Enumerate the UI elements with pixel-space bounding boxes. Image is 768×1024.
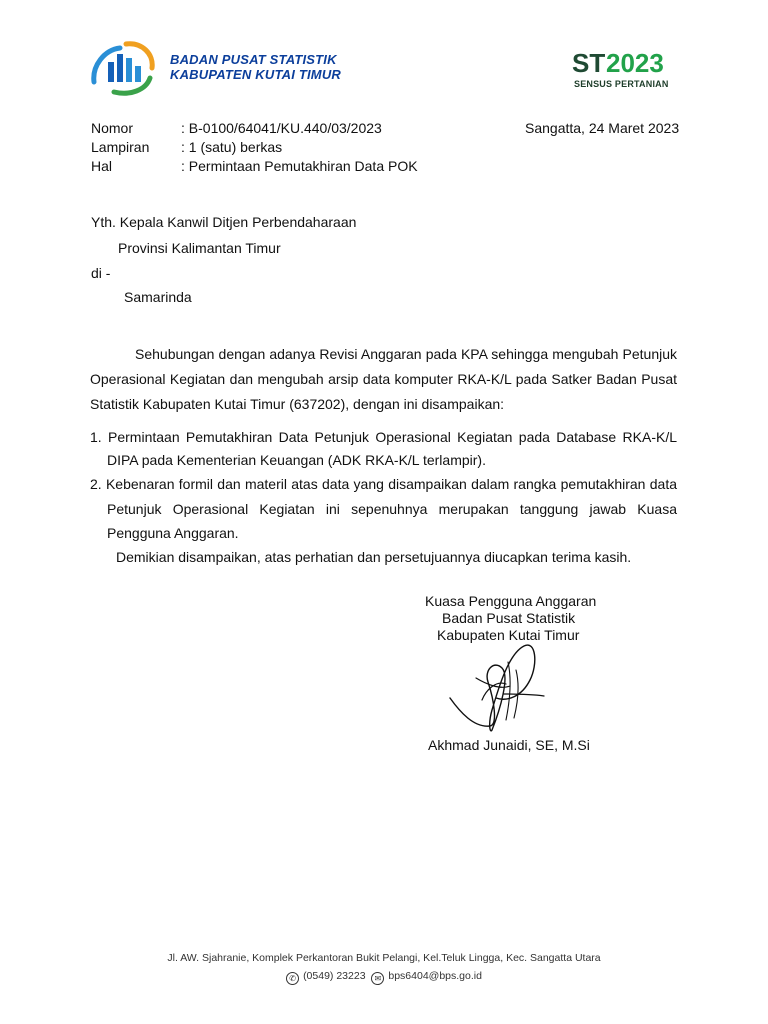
footer-contact [0,970,768,985]
footer-address: Jl. AW. Sjahranie, Komplek Perkantoran Bukit Pelangi, Kel.Teluk Lingga, Kec. Sangatta Utara [167,952,601,964]
signatory-title3: Kabupaten Kutai Timur [437,627,580,643]
paragraph1-line1: Sehubungan dengan adanya Revisi Anggaran pada KPA sehingga mengubah Petunjuk [135,346,677,362]
lampiran-value: : 1 (satu) berkas [181,139,283,155]
hal-value: : Permintaan Pemutakhiran Data POK [181,158,418,174]
hal-label: Hal [91,158,113,174]
svg-text:2023: 2023 [606,50,664,76]
list-item2-line3: Pengguna Anggaran. [107,525,239,541]
signatory-title1: Kuasa Pengguna Anggaran [425,593,597,609]
phone-icon: ✆ [286,972,299,985]
lampiran-label: Lampiran [91,139,150,155]
list-item1-line1: 1. Permintaan Pemutakhiran Data Petunjuk Operasional Kegiatan pada Database RKA-K/L [90,429,677,445]
recipient-line1: Yth. Kepala Kanwil Ditjen Perbendaharaan [91,214,357,230]
signatory-title2: Badan Pusat Statistik [442,610,576,626]
org-name-line2: KABUPATEN KUTAI TIMUR [170,67,342,82]
org-name-line1: BADAN PUSAT STATISTIK [170,52,337,67]
handwritten-signature [446,640,550,736]
paragraph1-line3: Statistik Kabupaten Kutai Timur (637202), dengan ini disampaikan: [90,396,505,412]
nomor-label: Nomor [91,120,134,136]
st2023-logo [572,50,676,76]
footer-email: bps6404@bps.go.id [388,970,482,982]
list-item2-line1: 2. Kebenaran formil dan materil atas data yang disampaikan dalam rangka pemutakhiran data [90,476,677,492]
list-item1-line2: DIPA pada Kementerian Keuangan (ADK RKA-K/L terlampir). [107,452,486,468]
recipient-line4: Samarinda [124,289,192,305]
svg-text:ST: ST [572,50,606,76]
nomor-value: : B-0100/64041/KU.440/03/2023 [181,120,382,136]
st2023-subtitle: SENSUS PERTANIAN [574,79,669,89]
signatory-name: Akhmad Junaidi, SE, M.Si [428,737,590,753]
list-item2-line2: Petunjuk Operasional Kegiatan ini sepenuhnya merupakan tanggung jawab Kuasa [107,501,677,517]
footer-phone: (0549) 23223 [303,970,366,982]
recipient-line3: di - [91,265,111,281]
closing-sentence: Demikian disampaikan, atas perhatian dan persetujuannya diucapkan terima kasih. [116,549,632,565]
recipient-line2: Provinsi Kalimantan Timur [118,240,281,256]
paragraph1-line2: Operasional Kegiatan dan mengubah arsip data komputer RKA-K/L pada Satker Badan Pusat [90,371,677,387]
bps-logo [90,38,156,96]
letter-date: Sangatta, 24 Maret 2023 [525,120,680,136]
email-icon: ✉ [371,972,384,985]
